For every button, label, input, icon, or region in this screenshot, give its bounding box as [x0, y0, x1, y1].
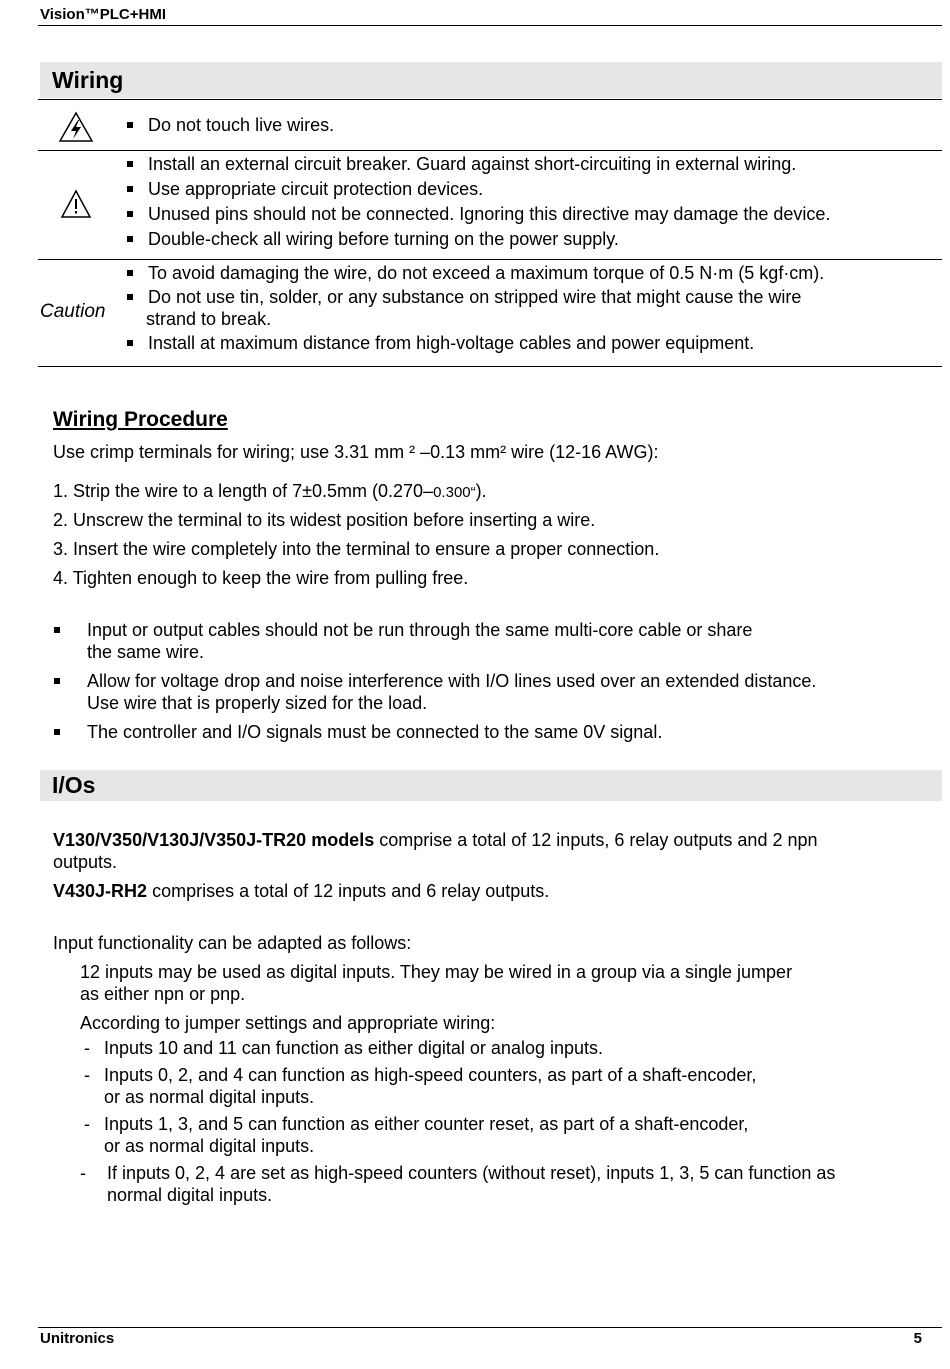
procedure-note: Allow for voltage drop and noise interference with I/O lines used over an extended distance. — [87, 671, 817, 691]
ios-v430-paragraph — [53, 880, 549, 902]
ios-indent-line: 12 inputs may be used as digital inputs. They may be wired in a group via a single jumper — [80, 962, 793, 982]
footer-company: Unitronics — [40, 1330, 115, 1347]
ios-dash-item: Inputs 0, 2, and 4 can function as high-speed counters, as part of a shaft-encoder, — [104, 1065, 757, 1085]
dash-marker: - — [84, 1065, 90, 1085]
header-rule — [38, 25, 942, 26]
table-top-rule — [38, 99, 942, 100]
step-1-small-text: 0.300“ — [433, 484, 476, 501]
bullet — [54, 729, 60, 735]
shock-warning-text: Do not touch live wires. — [148, 115, 335, 135]
caution-item: To avoid damaging the wire, do not exceed a maximum torque of 0.5 N·m (5 kgf·cm). — [148, 263, 825, 283]
ios-dash-item: Inputs 10 and 11 can function as either digital or analog inputs. — [104, 1038, 604, 1058]
ios-models-continued: outputs. — [53, 852, 118, 872]
warning-item: Install an external circuit breaker. Guard against short-circuiting in external wiring. — [148, 154, 797, 174]
wiring-section-title: Wiring — [40, 62, 942, 98]
bullet — [54, 678, 60, 684]
dash-marker: - — [84, 1038, 90, 1058]
procedure-step: 3. Insert the wire completely into the terminal to ensure a proper connection. — [53, 539, 660, 559]
procedure-intro: Use crimp terminals for wiring; use 3.31 mm ² –0.13 mm² wire (12-16 AWG): — [53, 442, 659, 462]
page-number: 5 — [913, 1330, 922, 1347]
step-1-text: 1. Strip the wire to a length of 7±0.5mm (0.270– — [53, 481, 434, 501]
bullet — [127, 236, 133, 242]
ios-dash-item-continued: or as normal digital inputs. — [104, 1087, 315, 1107]
ios-section-title: I/Os — [40, 770, 942, 801]
bullet — [127, 122, 133, 128]
procedure-step: 2. Unscrew the terminal to its widest position before inserting a wire. — [53, 510, 596, 530]
procedure-note: Input or output cables should not be run through the same multi-core cable or share — [87, 620, 753, 640]
procedure-note: The controller and I/O signals must be connected to the same 0V signal. — [87, 722, 663, 742]
warning-item: Use appropriate circuit protection devices. — [148, 179, 484, 199]
electric-shock-icon — [58, 111, 94, 143]
ios-dash-item: Inputs 1, 3, and 5 can function as either counter reset, as part of a shaft-encoder, — [104, 1114, 749, 1134]
procedure-step: 4. Tighten enough to keep the wire from pulling free. — [53, 568, 469, 588]
ios-dash-item-continued: or as normal digital inputs. — [104, 1136, 315, 1156]
ios-indent-line: According to jumper settings and appropriate wiring: — [80, 1013, 496, 1033]
bullet — [127, 161, 133, 167]
ios-models-bold: V130/V350/V130J/V350J-TR20 models — [53, 830, 375, 850]
bullet — [127, 270, 133, 276]
procedure-note-continued: Use wire that is properly sized for the load. — [87, 693, 428, 713]
caution-item: Install at maximum distance from high-voltage cables and power equipment. — [148, 333, 755, 353]
ios-indent-line: as either npn or pnp. — [80, 984, 246, 1004]
ios-dash-item-continued: normal digital inputs. — [107, 1185, 273, 1205]
ios-models-text: comprise a total of 12 inputs, 6 relay outputs and 2 npn — [374, 830, 818, 850]
bullet — [127, 340, 133, 346]
warning-icon — [60, 189, 92, 219]
bullet — [127, 186, 133, 192]
warning-item: Unused pins should not be connected. Ignoring this directive may damage the device. — [148, 204, 831, 224]
warning-item: Double-check all wiring before turning on the power supply. — [148, 229, 619, 249]
dash-marker: - — [84, 1114, 90, 1134]
bullet — [127, 294, 133, 300]
header-title: Vision™PLC+HMI — [40, 6, 166, 23]
procedure-step-1 — [53, 480, 487, 504]
caution-item-continued: strand to break. — [146, 309, 272, 329]
footer-rule — [38, 1327, 942, 1328]
row-rule — [38, 259, 942, 260]
bullet — [54, 627, 60, 633]
ios-v430-text: comprises a total of 12 inputs and 6 relay outputs. — [147, 881, 550, 901]
ios-v430-bold: V430J-RH2 — [53, 881, 148, 901]
ios-models-paragraph — [53, 829, 818, 851]
caution-label: Caution — [40, 301, 106, 322]
bullet — [127, 211, 133, 217]
row-rule — [38, 150, 942, 151]
caution-item: Do not use tin, solder, or any substance on stripped wire that might cause the wire — [148, 287, 802, 307]
table-bottom-rule — [38, 366, 942, 367]
procedure-note-continued: the same wire. — [87, 642, 205, 662]
step-1-end: ). — [475, 481, 487, 501]
ios-dash-item: If inputs 0, 2, 4 are set as high-speed counters (without reset), inputs 1, 3, 5 can function as — [107, 1163, 836, 1183]
wiring-procedure-heading: Wiring Procedure — [53, 408, 228, 431]
dash-marker: - — [80, 1163, 86, 1183]
ios-input-intro: Input functionality can be adapted as follows: — [53, 933, 412, 953]
